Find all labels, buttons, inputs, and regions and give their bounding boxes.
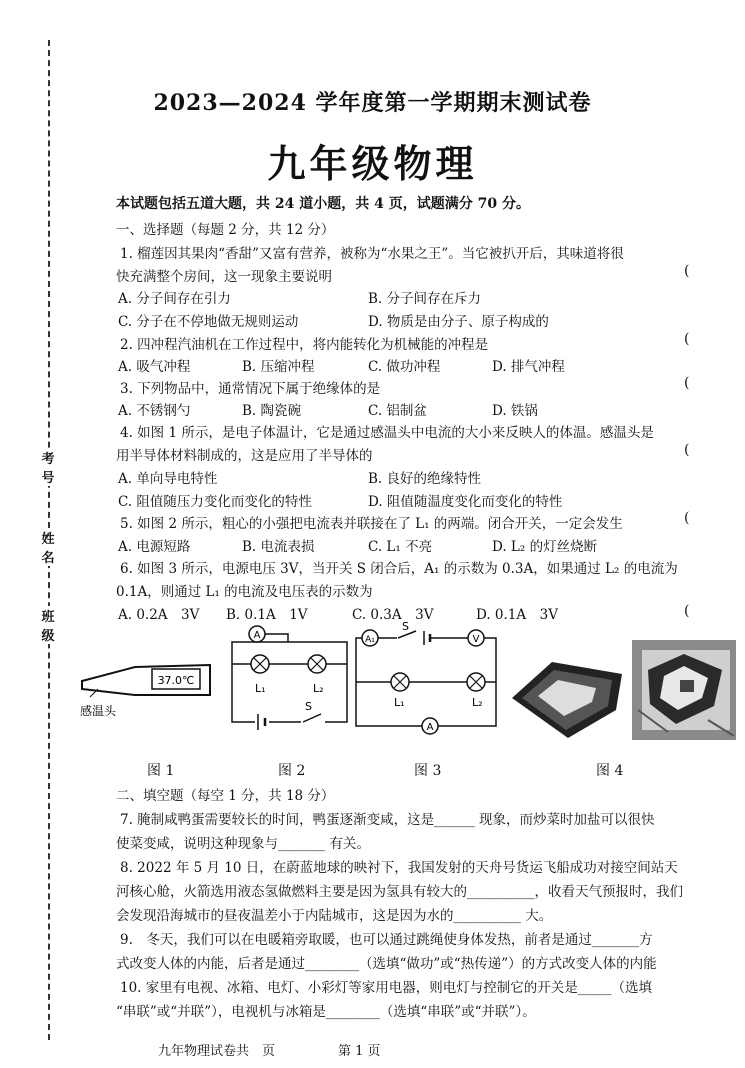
subject-title: 九年级物理 [267,141,478,186]
l1-label: L₁ [255,682,266,695]
q2-option-c: C. 做功冲程 [368,359,441,375]
q1-option-a: A. 分子间存在引力 [118,291,231,307]
charging-device-photo [512,662,622,738]
q8-line3: 会发现沿海城市的昼夜温差小于内陆城市，这是因为水的__________ 大。 [116,908,553,924]
thermometer-reading: 37.0℃ [157,674,195,687]
figure-3-caption: 图 3 [414,763,442,779]
q5-option-a: A. 电源短路 [118,539,191,555]
ammeter-label: A [253,630,261,641]
q6-stem-line1: 6. 如图 3 所示，电源电压 3V，当开关 S 闭合后，A₁ 的示数为 0.3A，如果通过 L₂ 的电流为 [120,561,678,577]
ammeter-a-label: A [426,722,434,733]
q1-option-d: D. 物质是由分子、原子构成的 [368,314,549,330]
margin-label-class: 班级 [38,606,58,644]
figure-1-thermometer [80,655,215,725]
q4-stem-line1: 4. 如图 1 所示，是电子体温计，它是通过感温头中电流的大小来反映人的体温。感温头是 [120,425,654,441]
footer-page-count: 九年物理试卷共 页 [158,1044,276,1059]
figure-1-caption: 图 1 [147,763,175,779]
q6-option-a: A. 0.2A 3V [118,607,200,623]
q6-option-c: C. 0.3A 3V [352,607,434,623]
q3-option-a: A. 不锈钢勺 [118,403,191,419]
q10-line1: 10. 家里有电视、冰箱、电灯、小彩灯等家用电器，则电灯与控制它的开关是_____（选填 [120,980,653,996]
voltmeter-label: V [472,634,480,645]
q3-stem: 3. 下列物品中，通常情况下属于绝缘体的是 [120,381,381,397]
q2-option-a: A. 吸气冲程 [118,359,191,375]
burnt-device-photo [632,640,736,740]
switch-label: S [402,620,409,633]
figure-4-photos [508,640,736,740]
l2-label: L₂ [313,682,324,695]
q6-stem-line2: 0.1A，则通过 L₁ 的电流及电压表的示数为 [116,584,373,600]
q6-option-b: B. 0.1A 1V [226,607,308,623]
figure-2-caption: 图 2 [278,763,306,779]
answer-paren: ( [684,375,690,391]
q1-option-b: B. 分子间存在斥力 [368,291,482,307]
q5-option-c: C. L₁ 不亮 [368,539,433,555]
q9-line2: 式改变人体的内能，后者是通过________（选填“做功”或“热传递”）的方式改变人体的内能 [116,956,657,972]
q4-option-b: B. 良好的绝缘特性 [368,471,482,487]
q8-line1: 8. 2022 年 5 月 10 日，在蔚蓝地球的映衬下，我国发射的天舟号货运飞船成功对接空间站天 [120,860,678,876]
margin-label-name: 姓名 [38,528,58,566]
q1-stem-line2: 快充满整个房间，这一现象主要说明 [116,269,332,285]
q2-option-d: D. 排气冲程 [492,359,565,375]
q3-option-b: B. 陶瓷碗 [242,403,302,419]
figure-4-caption: 图 4 [596,763,624,779]
q4-stem-line2: 用半导体材料制成的，这是应用了半导体的 [116,448,373,464]
q2-stem: 2. 四冲程汽油机在工作过程中，将内能转化为机械能的冲程是 [120,337,489,353]
q10-line2: “串联”或“并联”），电视机与冰箱是________（选填“串联”或“并联”）。 [116,1004,536,1020]
q8-line2: 河核心舱，火箭选用液态氢做燃料主要是因为氢具有较大的__________，收看天气预报时，我们 [116,884,683,900]
q6-option-d: D. 0.1A 3V [476,607,558,623]
q9-line1: 9. 冬天，我们可以在电暖箱旁取暖，也可以通过跳绳使身体发热，前者是通过_______方 [120,932,653,948]
answer-paren: ( [684,603,690,619]
q7-line2: 使菜变咸，说明这种现象与_______ 有关。 [116,836,371,852]
figure-3-circuit [352,620,504,735]
ammeter-a1-label: A₁ [365,635,375,645]
l2-label: L₂ [472,696,483,709]
q5-option-b: B. 电流表损 [242,539,315,555]
section-fill-heading: 二、填空题（每空 1 分，共 18 分） [116,788,335,804]
margin-label-exam-number: 考号 [38,448,58,486]
q1-stem-line1: 1. 榴莲因其果肉“香甜”又富有营养，被称为“水果之王”。当它被扒开后，其味道将很 [120,246,624,262]
probe-label: 感温头 [80,704,117,718]
figure-2-circuit [225,622,355,730]
q5-option-d: D. L₂ 的灯丝烧断 [492,539,598,555]
l1-label: L₁ [394,696,405,709]
q3-option-c: C. 铝制盆 [368,403,427,419]
exam-intro: 本试题包括五道大题，共 24 道小题，共 4 页，试题满分 70 分。 [116,196,530,212]
q2-option-b: B. 压缩冲程 [242,359,315,375]
answer-paren: ( [684,331,690,347]
q4-option-a: A. 单向导电特性 [118,471,218,487]
answer-paren: ( [684,510,690,526]
q3-option-d: D. 铁锅 [492,403,538,419]
answer-paren: ( [684,442,690,458]
switch-label: S [305,700,312,713]
exam-title: 2023—2024 学年度第一学期期末测试卷 [153,90,592,116]
q7-line1: 7. 腌制咸鸭蛋需要较长的时间，鸭蛋逐渐变咸，这是______ 现象，而炒菜时加盐可以很快 [120,812,655,828]
q4-option-d: D. 阻值随温度变化而变化的特性 [368,494,563,510]
q5-stem: 5. 如图 2 所示，粗心的小强把电流表并联接在了 L₁ 的两端。闭合开关，一定会发生 [120,516,623,532]
q1-option-c: C. 分子在不停地做无规则运动 [118,314,299,330]
section-choice-heading: 一、选择题（每题 2 分，共 12 分） [116,222,335,238]
footer-page-number: 第 1 页 [338,1044,381,1059]
q4-option-c: C. 阻值随压力变化而变化的特性 [118,494,312,510]
answer-paren: ( [684,263,690,279]
